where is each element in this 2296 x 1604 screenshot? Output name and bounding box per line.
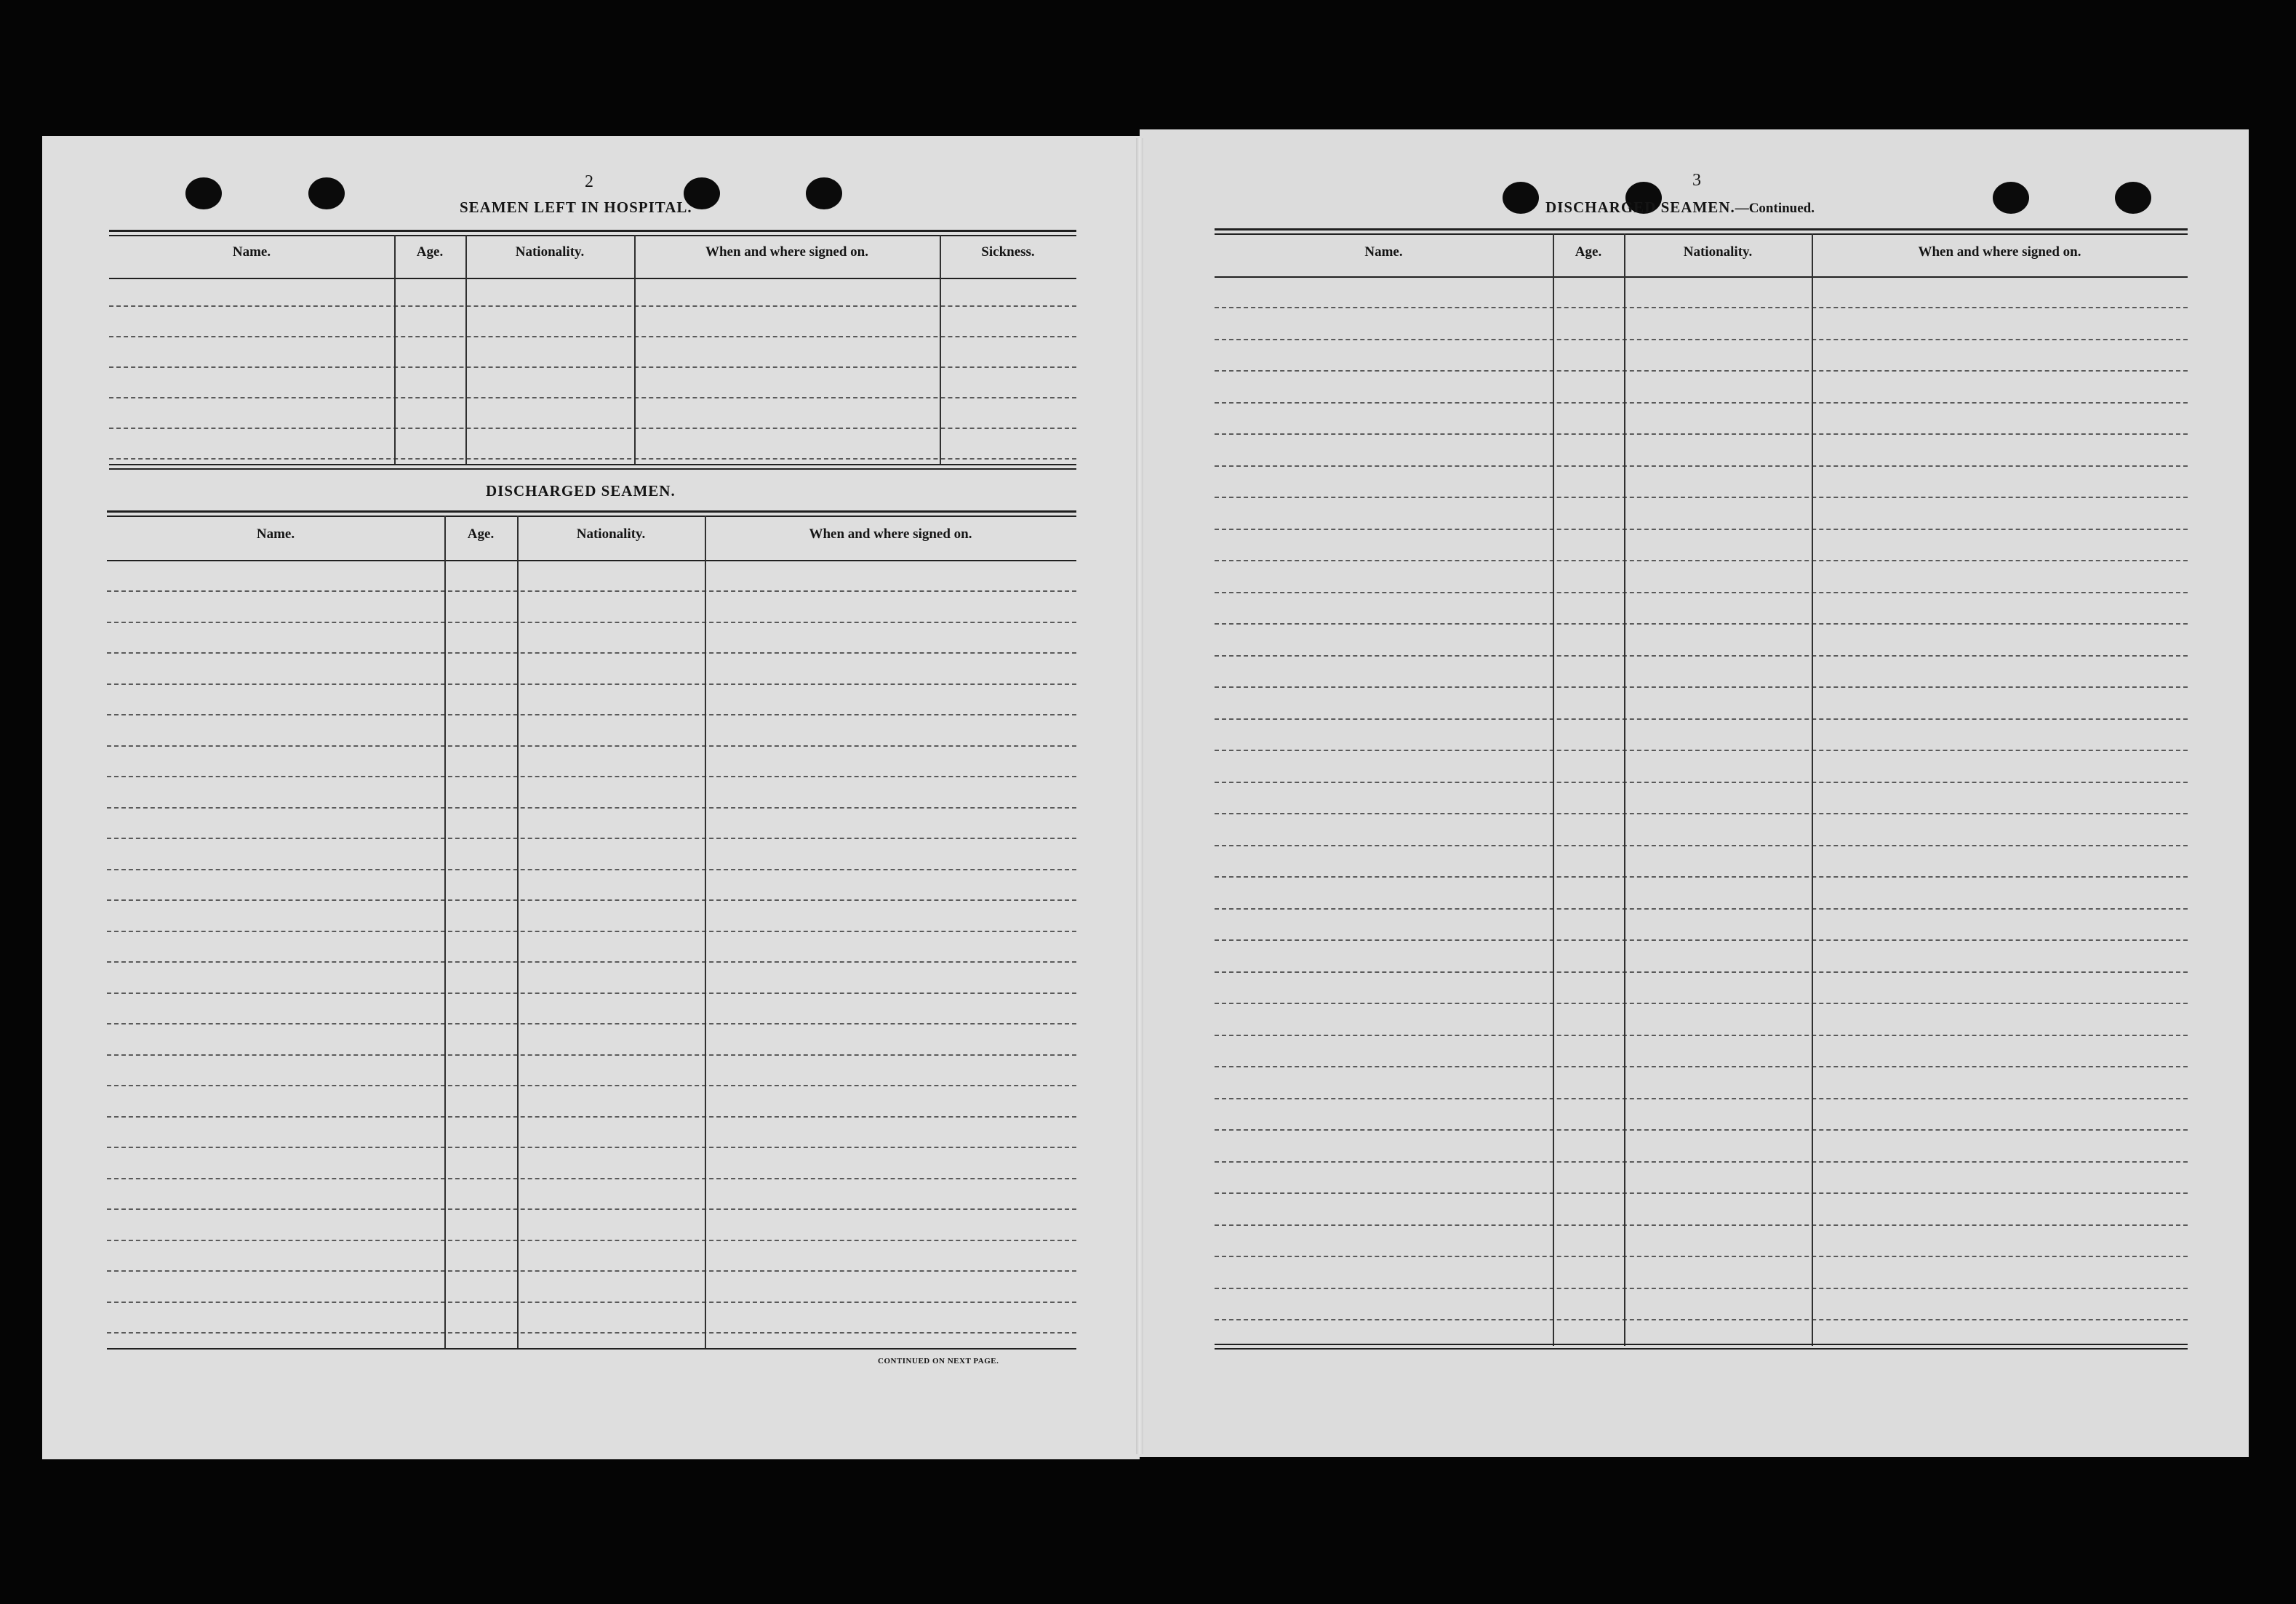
ruled-row-line (1215, 623, 2188, 625)
ruled-row-line (1215, 1224, 2188, 1226)
ruled-row-line (1215, 718, 2188, 720)
ruled-row-line (1215, 497, 2188, 498)
ruled-row-line (109, 366, 1076, 368)
ruled-row-line (1215, 592, 2188, 593)
ruled-row-line (1215, 1161, 2188, 1163)
ruled-row-line (1215, 1288, 2188, 1289)
column-header-nationality: Nationality. (1683, 244, 1753, 260)
ruled-row-line (107, 1054, 1076, 1056)
ruled-row-line (107, 1270, 1076, 1272)
ruled-row-line (1215, 529, 2188, 530)
page-fold (1136, 138, 1143, 1454)
ruled-row-line (1215, 1192, 2188, 1194)
punch-hole (1993, 182, 2029, 214)
ruled-row-line (1215, 1003, 2188, 1004)
ruled-row-line (1215, 655, 2188, 657)
column-header-nationality: Nationality. (576, 526, 646, 542)
ruled-row-line (1215, 782, 2188, 783)
ruled-row-line (109, 458, 1076, 460)
ruled-row-line (107, 714, 1076, 715)
punch-hole (806, 177, 842, 209)
column-header-age: Age. (467, 526, 495, 542)
ruled-row-line (107, 838, 1076, 839)
ruled-row-line (1215, 750, 2188, 751)
ruled-row-line (109, 397, 1076, 398)
punch-hole (308, 177, 345, 209)
ruled-row-line (107, 931, 1076, 932)
ruled-row-line (1215, 433, 2188, 435)
column-header-nationality: Nationality. (515, 244, 585, 260)
column-header-name: Name. (232, 244, 271, 260)
ruled-row-line (1215, 1066, 2188, 1067)
ruled-row-line (107, 683, 1076, 685)
ruled-row-line (107, 1178, 1076, 1179)
ruled-row-line (1215, 1098, 2188, 1099)
ruled-row-line (107, 745, 1076, 747)
continued-note: CONTINUED ON NEXT PAGE. (878, 1357, 999, 1366)
title-main: DISCHARGED SEAMEN. (1545, 199, 1735, 216)
discharged-table (107, 510, 1076, 1351)
ruled-row-line (107, 899, 1076, 901)
ruled-row-line (107, 1023, 1076, 1024)
hospital-section-title: SEAMEN LEFT IN HOSPITAL. (460, 199, 692, 216)
ruled-row-line (107, 869, 1076, 870)
ruled-row-line (109, 336, 1076, 337)
ruled-row-line (1215, 1319, 2188, 1320)
column-header-when-where: When and where signed on. (705, 244, 868, 260)
column-header-sickness: Sickness. (981, 244, 1035, 260)
column-header-age: Age. (1575, 244, 1602, 260)
ruled-row-line (1215, 560, 2188, 561)
ruled-row-line (107, 622, 1076, 623)
ruled-row-line (107, 652, 1076, 654)
ruled-row-line (107, 776, 1076, 777)
page-number: 3 (1692, 171, 1701, 190)
punch-hole (185, 177, 222, 209)
ruled-row-line (1215, 402, 2188, 404)
column-header-when-where: When and where signed on. (1918, 244, 2081, 260)
ruled-row-line (1215, 813, 2188, 814)
discharged-continued-table (1215, 228, 2188, 1350)
ruled-row-line (107, 1147, 1076, 1148)
ruled-row-line (1215, 465, 2188, 467)
ruled-row-line (107, 1085, 1076, 1086)
column-header-name: Name. (256, 526, 295, 542)
ruled-row-line (1215, 686, 2188, 688)
ruled-row-line (1215, 307, 2188, 308)
column-header-when-where: When and where signed on. (809, 526, 972, 542)
punch-hole (2115, 182, 2151, 214)
column-header-age: Age. (416, 244, 444, 260)
ruled-row-line (107, 1302, 1076, 1303)
ruled-row-line (1215, 845, 2188, 846)
ruled-row-line (1215, 876, 2188, 878)
ruled-row-line (109, 305, 1076, 307)
ruled-row-line (107, 1208, 1076, 1210)
ruled-row-line (1215, 370, 2188, 372)
ruled-row-line (107, 961, 1076, 963)
ruled-row-line (1215, 908, 2188, 910)
ruled-row-line (107, 1116, 1076, 1118)
ruled-row-line (1215, 339, 2188, 340)
column-header-name: Name. (1364, 244, 1403, 260)
discharged-section-title: DISCHARGED SEAMEN. (486, 482, 676, 500)
page-number: 2 (585, 172, 593, 191)
ruled-row-line (1215, 939, 2188, 941)
discharged-continued-title (1545, 199, 1815, 217)
ruled-row-line (107, 1240, 1076, 1241)
ruled-row-line (1215, 1035, 2188, 1036)
ruled-row-line (1215, 1129, 2188, 1131)
hospital-table (109, 230, 1076, 470)
ruled-row-line (107, 590, 1076, 592)
ruled-row-line (109, 428, 1076, 429)
ruled-row-line (1215, 1256, 2188, 1257)
ruled-row-line (107, 993, 1076, 994)
ruled-row-line (1215, 971, 2188, 973)
ruled-row-line (107, 807, 1076, 809)
title-suffix: —Continued. (1735, 201, 1815, 216)
punch-hole (1503, 182, 1539, 214)
ruled-row-line (107, 1332, 1076, 1334)
